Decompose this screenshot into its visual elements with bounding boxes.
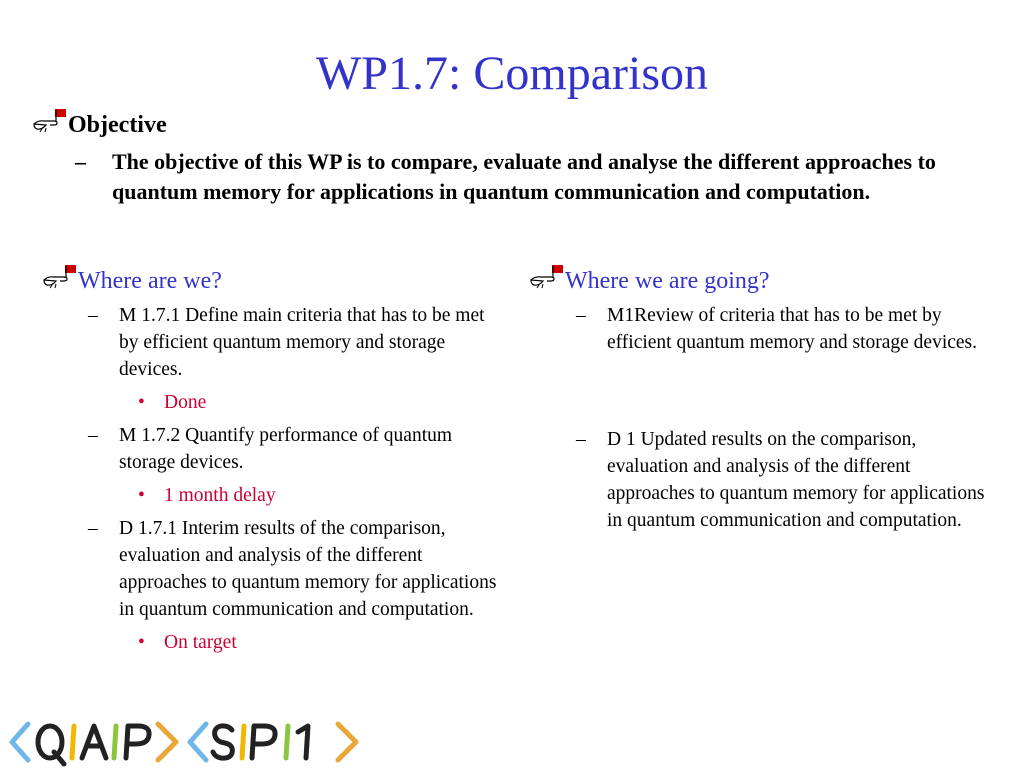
list-item-text: M1Review of criteria that has to be met by efficient quantum memory and storage devices. <box>607 305 978 353</box>
hand-pointer-icon <box>529 264 565 290</box>
list-item <box>88 515 508 623</box>
where-we-are-going-heading <box>529 264 770 296</box>
spacer <box>576 356 996 426</box>
list-item <box>88 302 508 383</box>
where-are-we-list <box>88 302 508 662</box>
list-item-text: M 1.7.1 Define main criteria that has to be met by efficient quantum memory and storage devices. <box>119 305 485 380</box>
status-item <box>88 629 508 656</box>
where-we-are-going-label: Where we are going? <box>565 268 770 294</box>
objective-heading-label: Objective <box>68 112 167 138</box>
list-item-text: D 1 Updated results on the comparison, evaluation and analysis of the different approaches to quantum memory for applications in quantum communication and computation. <box>607 429 985 531</box>
list-item-text: M 1.7.2 Quantify performance of quantum storage devices. <box>119 425 453 473</box>
slide-title: WP1.7: Comparison <box>316 47 708 100</box>
list-item <box>576 426 996 534</box>
dash-bullet: – <box>576 429 586 450</box>
dot-bullet: • <box>138 392 145 413</box>
status-text: 1 month delay <box>164 485 276 506</box>
dash-bullet: – <box>88 305 98 326</box>
where-we-are-going-list <box>576 302 996 534</box>
dot-bullet: • <box>138 632 145 653</box>
list-item-text: D 1.7.1 Interim results of the comparison, evaluation and analysis of the different approaches to quantum memory for applications in quantum communication and computation. <box>119 518 497 620</box>
status-text: Done <box>164 392 207 413</box>
objective-body <box>75 147 975 207</box>
hand-pointer-icon <box>32 108 68 134</box>
dash-bullet: – <box>75 149 86 174</box>
where-are-we-heading <box>42 264 222 296</box>
qiap-sip11-logo <box>6 712 366 770</box>
status-text: On target <box>164 632 237 653</box>
objective-text: The objective of this WP is to compare, evaluate and analyse the different approaches to quantum memory for applications in quantum communication and computation. <box>112 149 936 204</box>
objective-item <box>75 147 975 207</box>
dash-bullet: – <box>88 425 98 446</box>
objective-heading <box>32 108 167 140</box>
status-item <box>88 482 508 509</box>
list-item <box>88 422 508 476</box>
hand-pointer-icon <box>42 264 78 290</box>
dash-bullet: – <box>576 305 586 326</box>
list-item <box>576 302 996 356</box>
dash-bullet: – <box>88 518 98 539</box>
dot-bullet: • <box>138 485 145 506</box>
where-are-we-label: Where are we? <box>78 268 222 294</box>
status-item <box>88 389 508 416</box>
